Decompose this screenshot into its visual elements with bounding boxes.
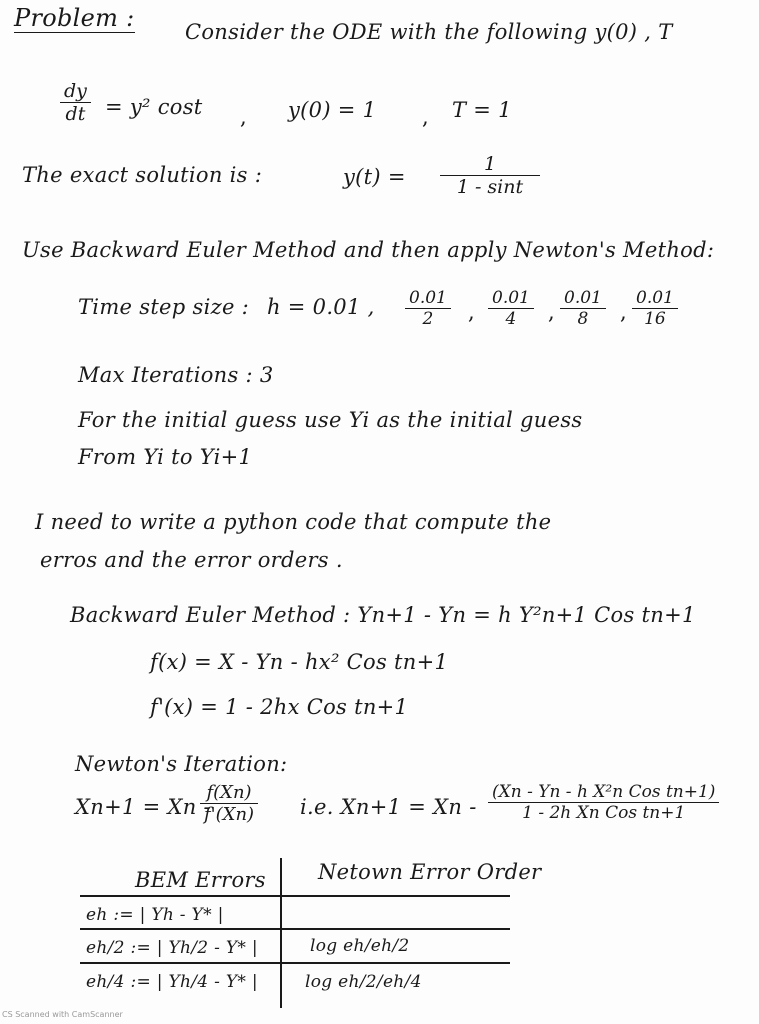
scanner-watermark: CS Scanned with CamScanner — [2, 1010, 123, 1019]
newton-ie-fraction: (Xn - Yn - h X²n Cos tn+1) 1 - 2h Xn Cos tn+1 — [488, 782, 719, 823]
ode-initial: y(0) = 1 — [288, 98, 377, 122]
table-row-1-left: eh := | Yh - Y* | — [86, 905, 224, 925]
timestep-frac-2: $\frac{0.01}{2}$ — [405, 288, 451, 329]
exact-lhs: y(t) = — [343, 165, 406, 189]
table-row-3-left: eh/4 := | Yh/4 - Y* | — [86, 972, 258, 992]
guess-line1: For the initial guess use Yi as the initial guess — [78, 408, 583, 432]
table-row-3-right: log eh/2/eh/4 — [305, 972, 422, 992]
comma-5: , — [620, 300, 627, 324]
table-rule-2 — [80, 928, 510, 930]
bem-line: Backward Euler Method : Yn+1 - Yn = h Y²n+1 Cos tn+1 — [70, 603, 696, 627]
method-text: Use Backward Euler Method and then apply Newton's Method: — [22, 238, 715, 262]
table-row-2-right: log eh/eh/2 — [310, 936, 410, 956]
newton-title: Newton's Iteration: — [75, 752, 288, 776]
problem-label: Problem : — [14, 4, 135, 32]
timestep-frac-8: $\frac{0.01}{8}$ — [560, 288, 606, 329]
exact-num: 1 — [440, 153, 540, 176]
table-header-right: Netown Error Order — [318, 860, 542, 884]
comma-4: , — [548, 300, 555, 324]
comma-3: , — [468, 300, 475, 324]
newton-fraction: $\frac{f(Xn)}{f'(Xn)}$ — [200, 782, 258, 825]
table-divider — [280, 858, 282, 1008]
newton-lhs: Xn+1 = Xn - — [75, 795, 211, 819]
iterations-text: Max Iterations : 3 — [78, 363, 274, 387]
request-line2: erros and the error orders . — [40, 548, 343, 572]
timestep-label: Time step size : — [78, 295, 250, 319]
table-rule-3 — [80, 962, 510, 964]
bem-f: f(x) = X - Yn - hx² Cos tn+1 — [150, 650, 449, 674]
timestep-frac-4: $\frac{0.01}{4}$ — [488, 288, 534, 329]
request-line1: I need to write a python code that compute the — [35, 510, 552, 534]
ode-lhs-num: dy — [60, 80, 91, 103]
table-rule-1 — [80, 895, 510, 897]
table-row-2-left: eh/2 := | Yh/2 - Y* | — [86, 938, 258, 958]
exact-den: 1 - sint — [456, 176, 524, 198]
ode-derivative — [60, 80, 91, 125]
exact-fraction — [440, 153, 540, 198]
exact-text: The exact solution is : — [22, 163, 263, 187]
timestep-frac-16: $\frac{0.01}{16}$ — [632, 288, 678, 329]
ode-rhs: = y² cost — [105, 95, 203, 119]
ode-lhs-den: dt — [65, 103, 86, 125]
comma-1: , — [240, 105, 247, 129]
bem-fprime: f'(x) = 1 - 2hx Cos tn+1 — [150, 695, 409, 719]
problem-intro: Consider the ODE with the following y(0) , T — [185, 20, 673, 44]
comma-2: , — [422, 105, 429, 129]
timestep-h: h = 0.01 , — [267, 295, 375, 319]
newton-ie: i.e. Xn+1 = Xn - — [300, 795, 477, 819]
ode-T: T = 1 — [452, 98, 512, 122]
guess-line2: From Yi to Yi+1 — [78, 445, 253, 469]
table-header-left: BEM Errors — [135, 868, 266, 892]
